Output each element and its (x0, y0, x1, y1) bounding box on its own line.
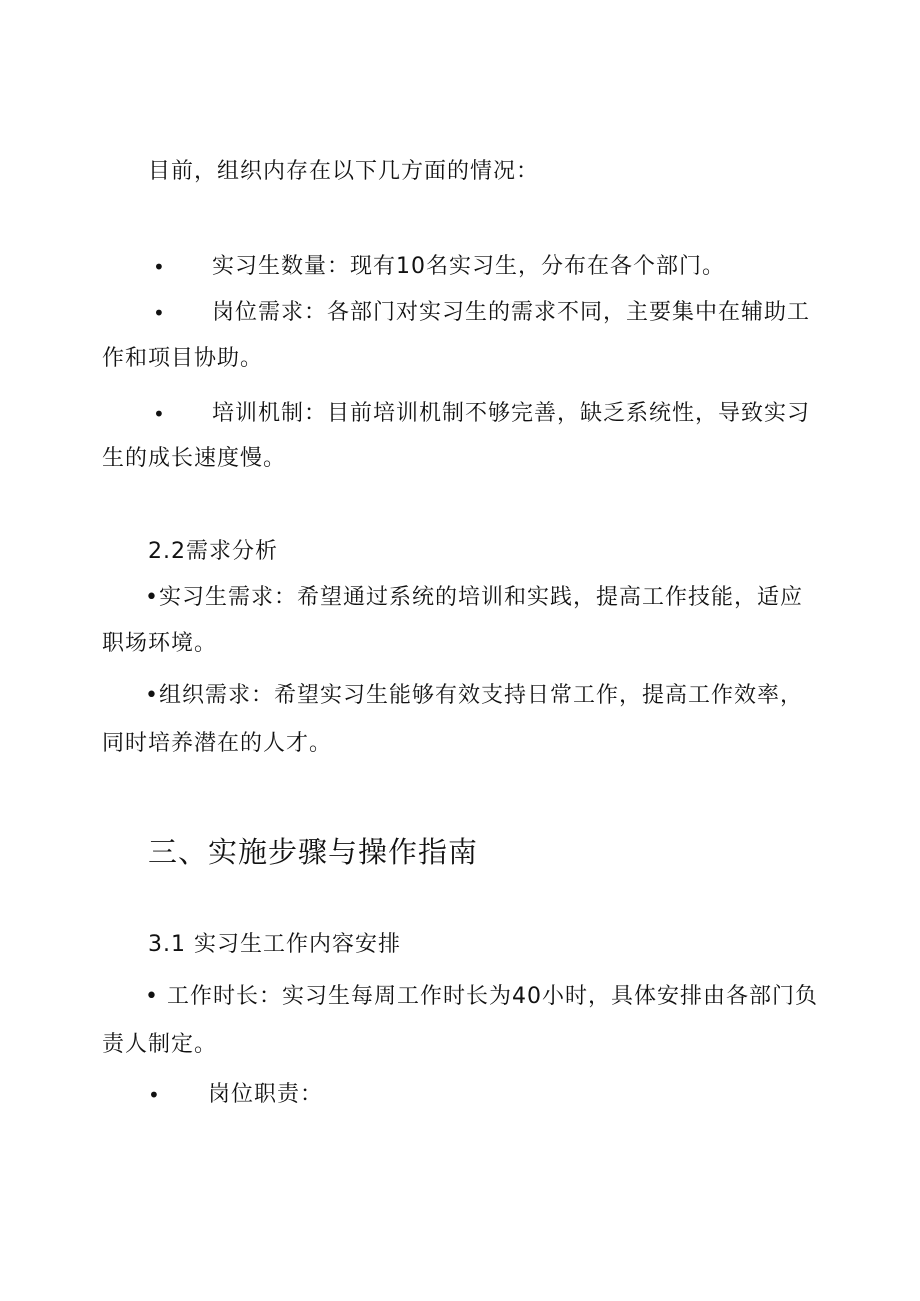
section-3-1-title: 3.1 实习生工作内容安排 (148, 932, 401, 957)
work-hours-line2: 责人制定。 (102, 1032, 218, 1057)
situation-position-demand-line2: 作和项目协助。 (102, 346, 264, 371)
situation-position-demand-line1: 岗位需求：各部门对实习生的需求不同，主要集中在辅助工 (212, 300, 811, 325)
needs-organization-line2: 同时培养潜在的人才。 (102, 731, 333, 756)
bullet-icon: • (153, 255, 165, 279)
situation-training-line1: 培训机制：目前培训机制不够完善，缺乏系统性，导致实习 (212, 401, 811, 426)
work-hours-line1: • 工作时长：实习生每周工作时长为40小时，具体安排由各部门负 (145, 984, 818, 1009)
needs-intern-line2: 职场环境。 (102, 631, 218, 656)
situation-training-line2: 生的成长速度慢。 (102, 446, 287, 471)
duties-label: 岗位职责： (208, 1082, 324, 1107)
bullet-icon: • (148, 1083, 160, 1107)
section-3-heading: 三、实施步骤与操作指南 (148, 835, 479, 869)
bullet-icon: • (153, 402, 165, 426)
section-2-2-title: 2.2需求分析 (148, 539, 278, 564)
situation-intern-count: 实习生数量：现有10名实习生，分布在各个部门。 (212, 254, 725, 279)
needs-organization-line1: •组织需求：希望实习生能够有效支持日常工作，提高工作效率， (145, 683, 803, 708)
intro-paragraph: 目前，组织内存在以下几方面的情况： (148, 159, 540, 184)
bullet-icon: • (153, 301, 165, 325)
needs-intern-line1: •实习生需求：希望通过系统的培训和实践，提高工作技能，适应 (145, 585, 803, 610)
